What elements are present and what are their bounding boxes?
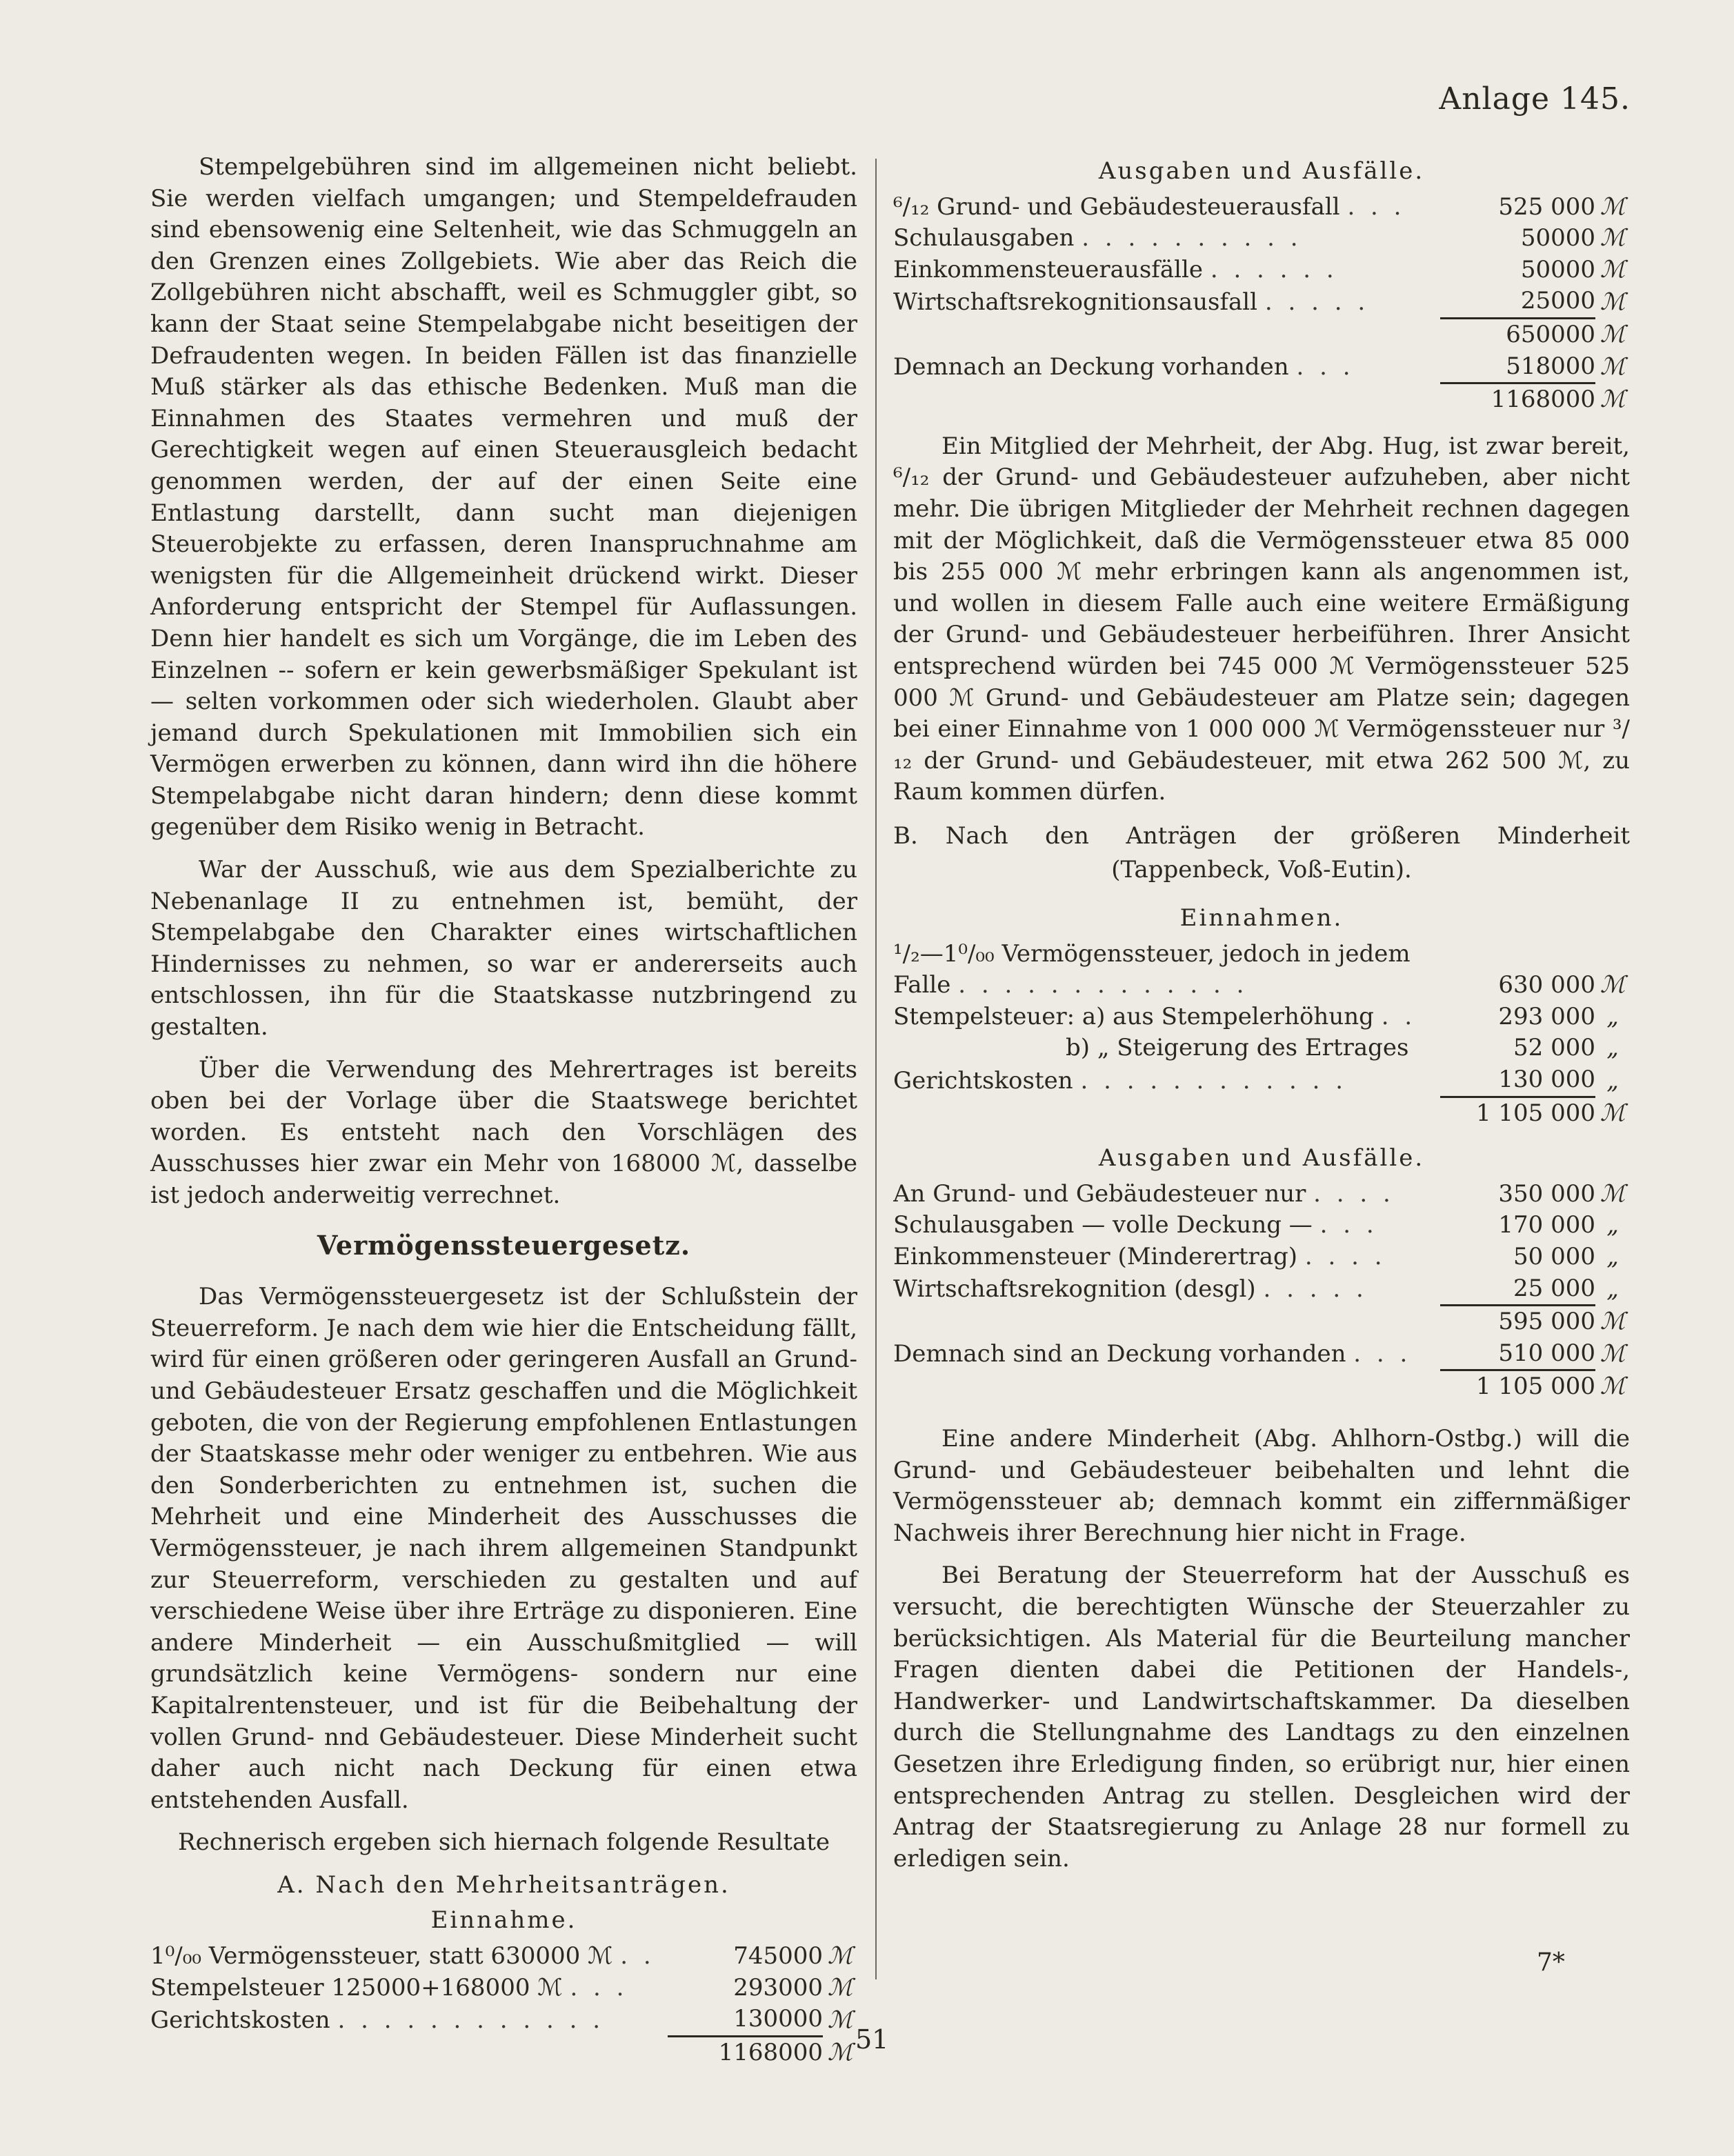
row-amount: 518000 bbox=[1506, 352, 1595, 380]
row-unit: ℳ bbox=[1600, 353, 1626, 381]
signature-mark: 7* bbox=[1537, 1948, 1565, 1977]
heading-b-names: (Tappenbeck, Voß-Eutin). bbox=[1111, 856, 1412, 884]
row-dots: . . . bbox=[1353, 1340, 1412, 1368]
row-unit: ℳ bbox=[827, 1973, 853, 2002]
row-label: Demnach sind an Deckung vorhanden bbox=[893, 1340, 1346, 1368]
row-amount: 630 000 bbox=[1498, 971, 1595, 999]
row-unit: „ bbox=[1606, 1243, 1619, 1270]
row-label: b) „ Steigerung des Ertrages bbox=[1066, 1034, 1409, 1062]
right-column bbox=[893, 152, 1630, 1886]
row-amount: 50000 bbox=[1520, 224, 1595, 252]
row-unit: ℳ bbox=[1600, 1340, 1626, 1368]
deckung-row bbox=[893, 1338, 1630, 1370]
paragraph-ausschuss: War der Ausschuß, wie aus dem Spezialberichte zu Nebenanlage II zu entnehmen ist, bemüht, der Stempelabgabe den Charakter eines wirtschaftlichen Hindernisses zu nehmen, so war er andererseits auch entschlossen, ihn für die Staatskasse nutzbringend zu gestalten. bbox=[150, 856, 857, 1041]
row-amount: 25000 bbox=[1520, 287, 1595, 315]
row-label: Wirtschaftsrekognition (desgl) bbox=[893, 1275, 1256, 1304]
heading-einnahmen-b: Einnahmen. bbox=[1179, 904, 1344, 932]
table-row bbox=[150, 1941, 857, 1973]
row-unit: ℳ bbox=[827, 1942, 853, 1970]
row-unit: „ bbox=[1606, 1034, 1619, 1062]
row-label: ⁶/₁₂ Grund- und Gebäudesteuerausfall bbox=[893, 192, 1340, 221]
heading-ausgaben-a: Ausgaben und Ausfälle. bbox=[1098, 157, 1425, 185]
total-row bbox=[150, 2036, 857, 2068]
annex-header: Anlage 145. bbox=[1439, 81, 1631, 117]
section-title-vermoegenssteuer: Vermögenssteuergesetz. bbox=[317, 1229, 691, 1261]
table-row bbox=[893, 1032, 1630, 1064]
column-divider bbox=[875, 159, 877, 1979]
table-ausgaben-b bbox=[893, 1179, 1630, 1403]
row-dots: . . . . . bbox=[1264, 288, 1370, 316]
row-dots: . . . . . . . . . . . . bbox=[337, 2006, 605, 2034]
page-number: 51 bbox=[855, 2024, 889, 2055]
table-row bbox=[893, 192, 1630, 223]
row-amount: 52 000 bbox=[1513, 1034, 1595, 1062]
row-amount: 50000 bbox=[1520, 255, 1595, 283]
paragraph-mitglied-hug: Ein Mitglied der Mehrheit, der Abg. Hug, ist zwar bereit, ⁶/₁₂ der Grund- und Gebäudesteuer aufzuheben, aber nicht mehr. Die übrigen Mitglieder der Mehrheit rechnen dagegen mit der Möglichkeit, daß die Vermögenssteuer etwa 85 000 bis 255 000 ℳ mehr erbringen kann als angenommen ist, und wollen in diesem Falle auch eine weitere Ermäßigung der Grund- und Gebäudesteuer herbeiführen. Ihrer Ansicht entsprechend würden bei 745 000 ℳ Vermögenssteuer 525 000 ℳ Grund- und Gebäudesteuer am Platze sein; dagegen bei einer Einnahme von 1 000 000 ℳ Vermögenssteuer nur ³/₁₂ der Grund- und Gebäudesteuer, mit etwa 262 500 ℳ, zu Raum kommen dürfen. bbox=[893, 432, 1630, 806]
subtotal-unit: ℳ bbox=[1600, 1308, 1626, 1336]
result-intro: Rechnerisch ergeben sich hiernach folgende Resultate bbox=[177, 1828, 830, 1857]
row-dots: . . . bbox=[1319, 1211, 1378, 1239]
table-einnahmen-b bbox=[893, 939, 1630, 1130]
row-dots: . . . bbox=[570, 1973, 628, 2002]
row-unit: „ bbox=[1606, 1066, 1619, 1095]
total-row bbox=[893, 1370, 1630, 1403]
table-row bbox=[893, 286, 1630, 318]
table-row bbox=[893, 1179, 1630, 1210]
row-dots: . . . . . . . . . . . . . bbox=[958, 971, 1248, 999]
deckung-row bbox=[893, 351, 1630, 383]
subtotal-amount: 650000 bbox=[1440, 318, 1595, 350]
row-unit: ℳ bbox=[1600, 224, 1626, 252]
row-unit: ℳ bbox=[1600, 255, 1626, 283]
row-amount: 170 000 bbox=[1498, 1211, 1595, 1239]
row-label: Schulausgaben bbox=[893, 224, 1075, 252]
row-unit: ℳ bbox=[1600, 971, 1626, 999]
row-amount: 130 000 bbox=[1498, 1066, 1595, 1094]
row-label: An Grund- und Gebäudesteuer nur bbox=[893, 1179, 1306, 1208]
row-dots: . . . . bbox=[1313, 1179, 1395, 1208]
row-amount: 745000 bbox=[733, 1942, 823, 1970]
table-einnahme-a bbox=[150, 1941, 857, 2068]
row-label: 1⁰/₀₀ Vermögenssteuer, statt 630000 ℳ bbox=[150, 1942, 613, 1970]
row-unit: „ bbox=[1606, 1275, 1619, 1304]
row-label: Demnach an Deckung vorhanden bbox=[893, 353, 1289, 381]
heading-b-text: Nach den Anträgen der größeren Minderheit bbox=[945, 821, 1630, 850]
row-unit: ℳ bbox=[827, 2006, 853, 2034]
row-amount: 510 000 bbox=[1498, 1339, 1595, 1367]
row-unit: „ bbox=[1606, 1002, 1619, 1030]
row-label: Falle bbox=[893, 971, 951, 999]
row-dots: . . bbox=[1381, 1002, 1417, 1030]
total-amount: 1168000 bbox=[1440, 383, 1595, 416]
table-row bbox=[893, 223, 1630, 254]
row-dots: . . bbox=[620, 1942, 655, 1970]
total-row bbox=[893, 383, 1630, 416]
paragraph-stempel: Stempelgebühren sind im allgemeinen nicht beliebt. Sie werden vielfach umgangen; und Stempeldefrauden sind ebensowenig eine Seltenheit, wie das Schmuggeln an den Grenzen eines Zollgebiets. Wie aber das Reich die Zollgebühren nicht abschafft, weil es Schmuggler gibt, so kann der Staat seine Stempelabgabe nicht beseitigen der Defraudenten wegen. In beiden Fällen ist das finanzielle Muß stärker als das ethische Bedenken. Muß man die Einnahmen des Staates vermehren und muß der Gerechtigkeit wegen auf einen Steuerausgleich bedacht genommen werden, der auf der einen Seite eine Entlastung darstellt, dann sucht man diejenigen Steuerobjekte zu erfassen, deren Inanspruchnahme am wenigsten für die Allgemeinheit drückend wirkt. Dieser Anforderung entspricht der Stempel für Auflassungen. Denn hier handelt es sich um Vorgänge, die im Leben des Einzelnen -- sofern er kein gewerbsmäßiger Spekulant ist — selten vorkommen oder sich wiederholen. Glaubt aber jemand durch Spekulationen mit Immobilien sich ein Vermögen erwerben zu können, dann wird ihn die höhere Stempelabgabe nicht daran hindern; denn diese kommt gegenüber dem Risiko wenig in Betracht. bbox=[150, 153, 857, 841]
table-row bbox=[893, 939, 1630, 970]
heading-a-mehrheit: A. Nach den Mehrheitsanträgen. bbox=[277, 1870, 730, 1899]
row-amount: 525 000 bbox=[1498, 192, 1595, 221]
heading-ausgaben-b: Ausgaben und Ausfälle. bbox=[1098, 1144, 1425, 1172]
table-row bbox=[893, 1273, 1630, 1306]
total-unit: ℳ bbox=[1600, 1099, 1626, 1127]
paragraph-vermoegenssteuer: Das Vermögenssteuergesetz ist der Schlußstein der Steuerreform. Je nach dem wie hier die Entscheidung fällt, wird für einen größeren oder geringeren Ausfall an Grund- und Gebäudesteuer Ersatz geschaffen und die Möglichkeit geboten, die von der Regierung empfohlenen Entlastungen der Staatskasse mehr oder weniger zu entbehren. Wie aus den Sonderberichten zu entnehmen ist, suchen die Mehrheit und eine Minderheit des Ausschusses die Vermögenssteuer, je nach ihrem allgemeinen Standpunkt zur Steuerreform, verschieden zu gestalten und auf verschiedene Weise über ihre Erträge zu disponieren. Eine andere Minderheit — ein Ausschußmitglied — will grundsätzlich keine Vermögens- sondern nur eine Kapitalrentensteuer, und ist für die Beibehaltung der vollen Grund- nnd Gebäudesteuer. Diese Minderheit sucht daher auch nicht nach Deckung für einen etwa entstehenden Ausfall. bbox=[150, 1283, 857, 1814]
subtotal-amount: 595 000 bbox=[1440, 1306, 1595, 1338]
row-label: Einkommensteuerausfälle bbox=[893, 255, 1204, 283]
heading-b-minderheit bbox=[893, 821, 1630, 852]
table-row bbox=[893, 254, 1630, 286]
row-dots: . . . bbox=[1296, 353, 1355, 381]
row-amount: 350 000 bbox=[1498, 1179, 1595, 1208]
row-label: Gerichtskosten bbox=[893, 1066, 1073, 1095]
paragraph-beratung: Bei Beratung der Steuerreform hat der Ausschuß es versucht, die berechtigten Wünsche der Steuerzahler zu berücksichtigen. Als Material für die Beurteilung mancher Fragen dienten dabei die Petitionen der Handels-, Handwerker- und Landwirtschaftskammer. Da dieselben durch die Stellungnahme des Landtags zu den einzelnen Gesetzen ihre Erledigung finden, so erübrigt nur, hier einen entsprechenden Antrag zu stellen. Desgleichen wird der Antrag der Staatsregierung zu Anlage 28 nur formell zu erledigen sein. bbox=[893, 1561, 1630, 1873]
row-dots: . . . bbox=[1347, 192, 1406, 221]
table-ausgaben-a bbox=[893, 192, 1630, 416]
row-unit: ℳ bbox=[1600, 192, 1626, 221]
row-amount: 130000 bbox=[733, 2005, 823, 2033]
row-label: ¹/₂—1⁰/₀₀ Vermögenssteuer, jedoch in jedem bbox=[893, 939, 1411, 968]
table-row bbox=[150, 2004, 857, 2036]
row-amount: 50 000 bbox=[1513, 1243, 1595, 1270]
table-row bbox=[893, 1210, 1630, 1241]
total-amount: 1 105 000 bbox=[1440, 1370, 1595, 1403]
subtotal-row bbox=[893, 318, 1630, 350]
left-column bbox=[150, 152, 857, 2068]
row-label: Schulausgaben — volle Deckung — bbox=[893, 1211, 1313, 1239]
heading-einnahme: Einnahme. bbox=[430, 1906, 577, 1935]
table-row bbox=[150, 1973, 857, 2004]
total-amount: 1 105 000 bbox=[1440, 1097, 1595, 1129]
table-row bbox=[893, 970, 1630, 1001]
total-unit: ℳ bbox=[1600, 1373, 1626, 1401]
row-unit: ℳ bbox=[1600, 288, 1626, 316]
row-dots: . . . . . bbox=[1263, 1275, 1368, 1304]
total-row bbox=[893, 1097, 1630, 1129]
row-label: Stempelsteuer 125000+168000 ℳ bbox=[150, 1973, 563, 2002]
row-amount: 293000 bbox=[733, 1973, 823, 2002]
total-amount: 1168000 bbox=[668, 2036, 823, 2068]
heading-b-letter: B. bbox=[893, 821, 918, 850]
table-row bbox=[893, 1064, 1630, 1097]
row-dots: . . . . bbox=[1304, 1243, 1386, 1270]
subtotal-row bbox=[893, 1306, 1630, 1338]
paragraph-mehrertrag: Über die Verwendung des Mehrertrages ist bereits oben bei der Vorlage über die Staatswege berichtet worden. Es entsteht nach den Vorschlägen des Ausschusses hier zwar ein Mehr von 168000 ℳ, dasselbe ist jedoch anderweitig verrechnet. bbox=[150, 1055, 857, 1209]
row-label: Gerichtskosten bbox=[150, 2006, 330, 2034]
paragraph-andere-minderheit: Eine andere Minderheit (Abg. Ahlhorn-Ostbg.) will die Grund- und Gebäudesteuer beibehalten und lehnt die Vermögenssteuer ab; demnach kommt ein ziffernmäßiger Nachweis ihrer Berechnung hier nicht in Frage. bbox=[893, 1424, 1630, 1547]
table-row bbox=[893, 1001, 1630, 1033]
subtotal-unit: ℳ bbox=[1600, 320, 1626, 348]
total-unit: ℳ bbox=[1600, 386, 1626, 414]
row-unit: ℳ bbox=[1600, 1179, 1626, 1208]
total-unit: ℳ bbox=[827, 2038, 853, 2066]
row-label: Wirtschaftsrekognitionsausfall bbox=[893, 288, 1258, 316]
row-amount: 25 000 bbox=[1513, 1274, 1595, 1302]
table-row bbox=[893, 1241, 1630, 1273]
row-amount: 293 000 bbox=[1498, 1002, 1595, 1030]
row-dots: . . . . . . . . . . . . bbox=[1080, 1066, 1348, 1095]
row-label: Einkommensteuer (Minderertrag) bbox=[893, 1243, 1298, 1270]
row-dots: . . . . . . bbox=[1210, 255, 1338, 283]
row-label: Stempelsteuer: a) aus Stempelerhöhung bbox=[893, 1002, 1374, 1030]
row-dots: . . . . . . . . . . bbox=[1082, 224, 1302, 252]
row-unit: „ bbox=[1606, 1211, 1619, 1239]
